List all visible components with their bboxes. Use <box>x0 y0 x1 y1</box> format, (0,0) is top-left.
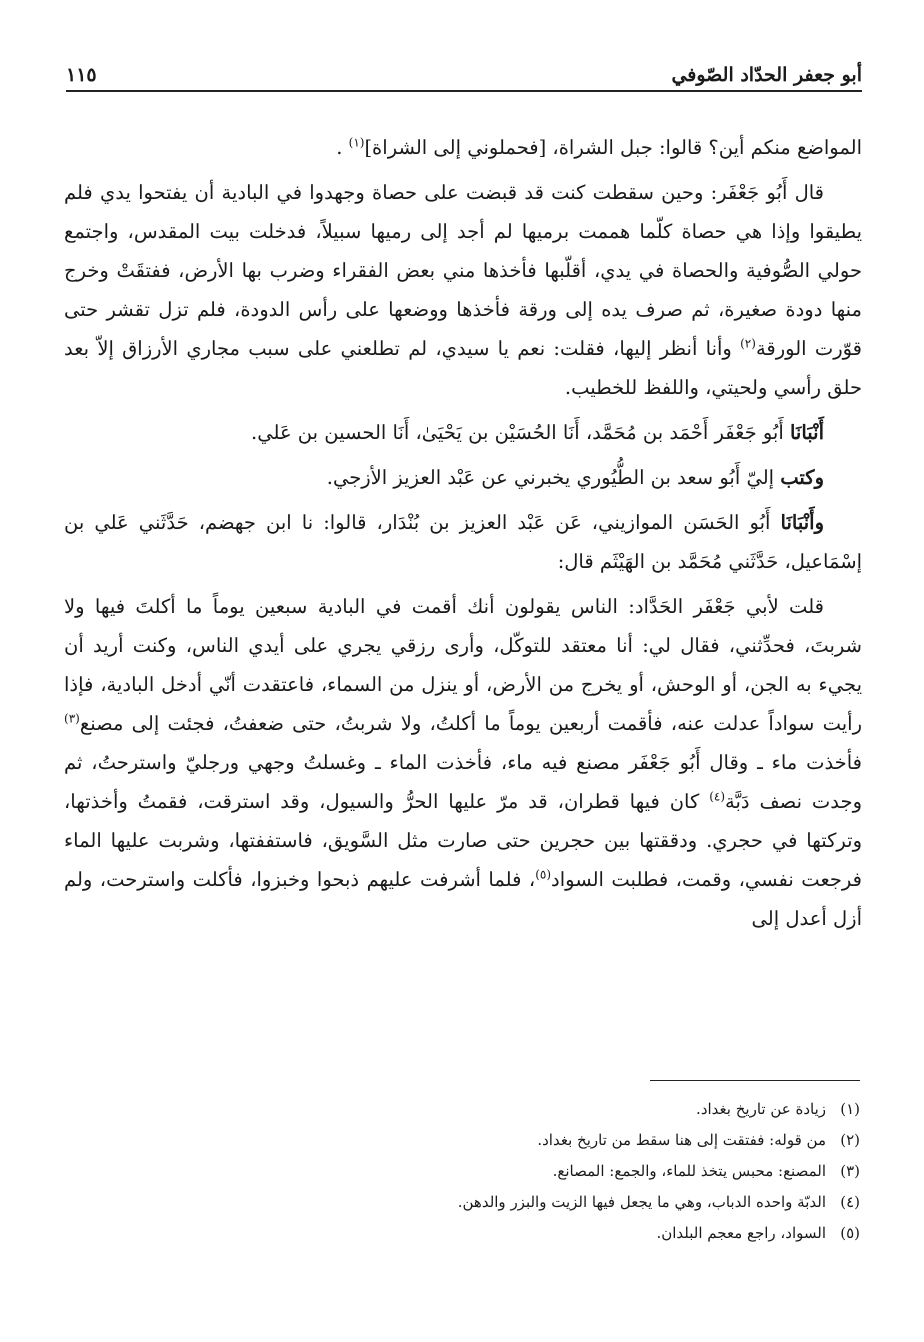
footnote-ref: (٢) <box>740 336 756 351</box>
footnote-text: السواد، راجع معجم البلدان. <box>656 1224 826 1242</box>
footnote-item <box>64 1094 860 1125</box>
isnad-lead: وكتب <box>780 466 824 489</box>
main-text <box>64 128 862 944</box>
footnote-number: (١) <box>840 1100 860 1118</box>
paragraph-tail: كان فيها قطران، قد مرّ عليها الحرُّ والسيول، وقد استرقت، فقمتُ وأخذتها، وتركتها في حجري. ودققتها بين حجرين حتى صارت مثل السَّويق، فاستففتها، وشربت عليها الماء فرجعت نفسي، وقمت، فطلبت السواد <box>64 790 862 891</box>
footnote-number: (٢) <box>840 1131 860 1149</box>
paragraph <box>64 413 862 452</box>
paragraph <box>64 173 862 407</box>
paragraph-tail: فأخذت ماء ـ وقال أَبُو جَعْفَر مصنع فيه ماء، فأخذت الماء ـ وغسلتُ وجهي ورجليّ واسترحتُ، ثم وجدت نصف دَبَّة <box>64 751 862 813</box>
footnote-text: المصنع: محبس يتخذ للماء، والجمع: المصانع. <box>552 1162 826 1180</box>
paragraph-text: أَبُو الحَسَن الموازيني، عَن عَبْد العزيز بن بُنْدَار، قالوا: نا ابن جهضم، حَدَّثَني عَلي بن إسْمَاعيل، حَدَّثَني مُحَمَّد بن الهَيْثَم قال: <box>64 511 862 573</box>
footnote-number: (٥) <box>840 1224 860 1242</box>
footnote-text: من قوله: ففتقت إلى هنا سقط من تاريخ بغداد. <box>537 1131 826 1149</box>
footnote-item <box>64 1187 860 1218</box>
page-header <box>66 52 862 92</box>
paragraph-tail: وأنا أنظر إليها، فقلت: نعم يا سيدي، لم تطلعني على سبب مجاري الأرزاق إلاّ بعد حلق رأسي ولحيتي، واللفظ للخطيب. <box>64 337 862 399</box>
footnote-text: زيادة عن تاريخ بغداد. <box>696 1100 826 1118</box>
footnote-item <box>64 1125 860 1156</box>
footnote-ref: (٥) <box>535 867 552 882</box>
paragraph-text: أَبُو جَعْفَر أَحْمَد بن مُحَمَّد، أَنَا الحُسَيْن بن يَحْيَىٰ، أَنَا الحسين بن عَلي. <box>251 421 790 444</box>
footnote-number: (٤) <box>840 1193 860 1211</box>
paragraph-text: إليّ أَبُو سعد بن الطُّيُوري يخبرني عن عَبْد العزيز الأزجي. <box>326 466 781 489</box>
paragraph-tail: . <box>336 136 349 159</box>
paragraph-text: قال أَبُو جَعْفَر: وحين سقطت كنت قد قبضت على حصاة وجهدوا في البادية أن يفتحوا يدي فلم يطيقوا وإذا هي حصاة كلّما هممت برميها لم أجد إلى رميها سبيلاً، فدخلت بيت المقدس، واجتمع حولي الصُّوفية والحصاة في يدي، أقلّبها فأخذها مني بعض الفقراء وضرب بها الأرض، ففتقَتْ وخرج منها دودة صغيرة، ثم صرف يده إلى ورقة فأخذها ووضعها على رأس الدودة، فلم تزل تقشر حتى قوّرت الورقة <box>64 181 863 360</box>
paragraph-tail: ، فلما أشرفت عليهم ذبحوا وخبزوا، فأكلت واسترحت، ولم أزل أعدل إلى <box>64 868 862 930</box>
running-title: أبو جعفر الحدّاد الصّوفي <box>671 64 862 86</box>
paragraph <box>64 587 862 938</box>
footnote-ref: (١) <box>348 135 365 150</box>
paragraph-text: المواضع منكم أين؟ قالوا: جبل الشراة، [فحملوني إلى الشراة] <box>364 136 862 159</box>
paragraph <box>64 458 862 497</box>
footnote-divider <box>650 1080 860 1081</box>
footnote-number: (٣) <box>840 1162 860 1180</box>
paragraph-text: قلت لأبي جَعْفَر الحَدَّاد: الناس يقولون أنك أقمت في البادية سبعين يوماً ما أكلتَ فيها ولا شربتَ، فحدِّثني، فقال لي: أنا معتقد للتوكّل، وأرى رزقي يجري على أيدي الناس، وكنت أريد أن يجيء به الجن، أو الوحش، أو يخرج من الأرض، أو ينزل من السماء، فاعتقدت أنّي أدخل البادية، فإذا رأيت سواداً عدلت عنه، فأقمت أربعين يوماً ما أكلتُ، ولا شربتُ، حتى ضعفتُ، فجئت إلى مصنع <box>64 595 862 735</box>
paragraph <box>64 503 862 581</box>
page-number: ١١٥ <box>66 64 97 86</box>
footnote-item <box>64 1156 860 1187</box>
footnote-ref: (٣) <box>64 711 80 726</box>
footnote-ref: (٤) <box>709 789 726 804</box>
isnad-lead: وأَنْبَانَا <box>780 511 824 534</box>
footnote-item <box>64 1218 860 1249</box>
paragraph <box>64 128 862 167</box>
isnad-lead: أَنْبَانَا <box>789 421 824 444</box>
footnotes <box>64 1094 860 1249</box>
footnote-text: الدبّة واحده الدباب، وهي ما يجعل فيها الزيت والبزر والدهن. <box>457 1193 826 1211</box>
